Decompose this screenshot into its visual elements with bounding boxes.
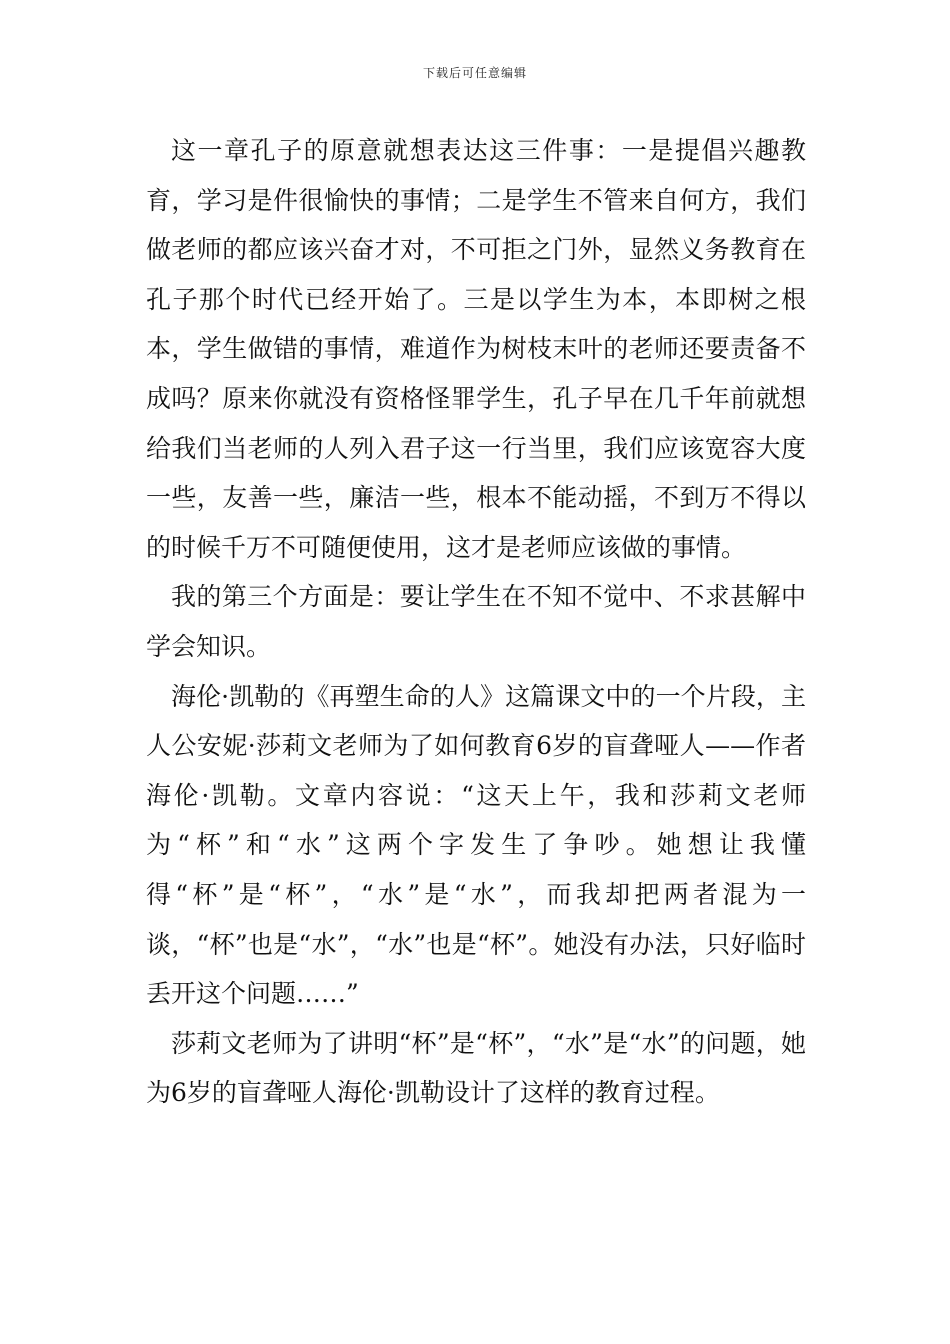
paragraph-3: 海伦·凯勒的《再塑生命的人》这篇课文中的一个片段，主人公安妮·莎莉文老师为了如何教育6岁的盲聋哑人——作者海伦·凯勒。文章内容说：“这天上午，我和莎莉文老师为“杯”和“水”这两个字发生了争吵。她想让我懂得“杯”是“杯”，“水”是“水”，而我却把两者混为一谈，“杯”也是“水”，“水”也是“杯”。她没有办法，只好临时丢开这个问题……” bbox=[146, 681, 806, 1009]
document-body bbox=[146, 126, 806, 1118]
paragraph-2: 我的第三个方面是：要让学生在不知不觉中、不求甚解中学会知识。 bbox=[146, 582, 806, 661]
paragraph-1: 这一章孔子的原意就想表达这三件事：一是提倡兴趣教育，学习是件很愉快的事情；二是学生不管来自何方，我们做老师的都应该兴奋才对，不可拒之门外，显然义务教育在孔子那个时代已经开始了。三是以学生为本，本即树之根本，学生做错的事情，难道作为树枝末叶的老师还要责备不成吗？原来你就没有资格怪罪学生，孔子早在几千年前就想给我们当老师的人列入君子这一行当里，我们应该宽容大度一些，友善一些，廉洁一些，根本不能动摇，不到万不得以的时候千万不可随便使用，这才是老师应该做的事情。 bbox=[146, 136, 806, 562]
paragraph-4: 莎莉文老师为了讲明“杯”是“杯”，“水”是“水”的问题，她为6岁的盲聋哑人海伦·凯勒设计了这样的教育过程。 bbox=[146, 1028, 806, 1108]
page-header: 下载后可任意编辑 bbox=[422, 66, 527, 80]
